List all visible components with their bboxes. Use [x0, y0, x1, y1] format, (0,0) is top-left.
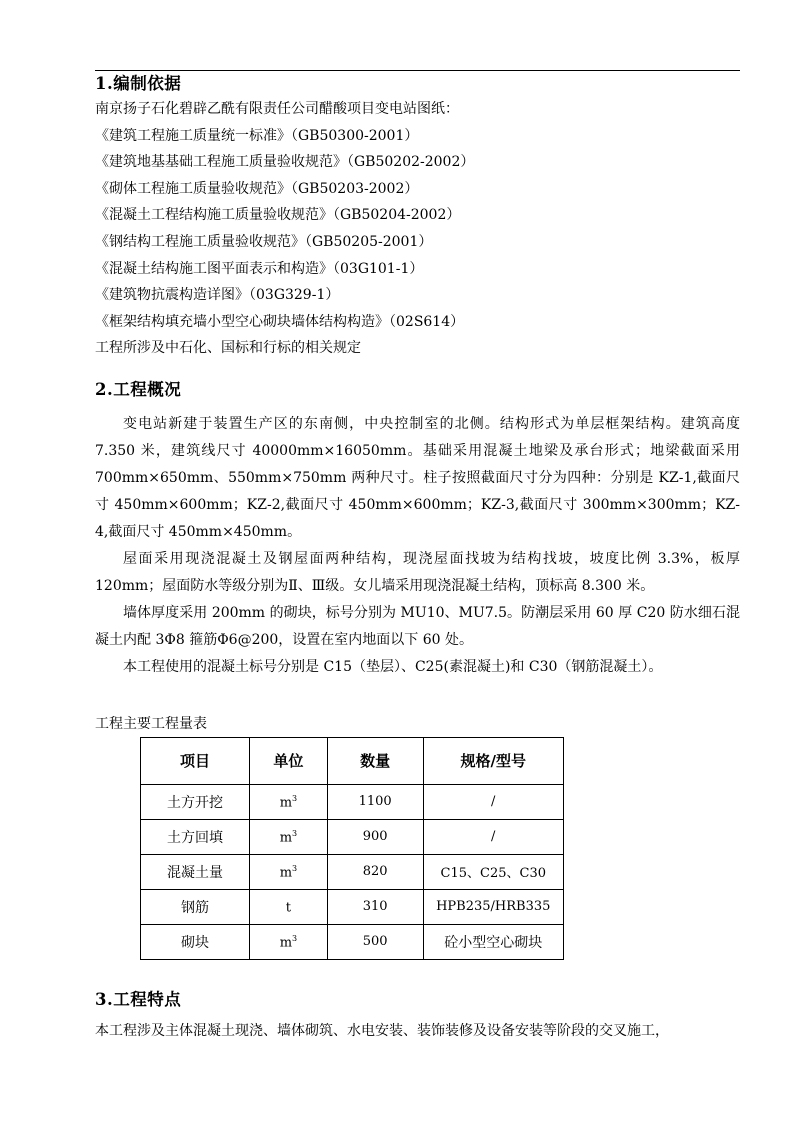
section-basis-heading: 1.编制依据 [95, 74, 182, 93]
cell-item: 砌块 [141, 924, 250, 959]
section-overview-heading: 2.工程概况 [95, 379, 182, 399]
features-text: 本工程涉及主体混凝土现浇、墙体砌筑、水电安装、装饰装修及设备安装等阶段的交叉施工， [95, 1022, 669, 1039]
basis-item: 《建筑地基基础工程施工质量验收规范》（GB50202-2002） [95, 154, 475, 171]
table-header-row [141, 737, 564, 784]
table-row [141, 924, 564, 959]
cell-unit: $m^3$ [250, 819, 328, 854]
cell-spec: HPB235/HRB335 [423, 889, 564, 924]
basis-item: 《混凝土结构施工图平面表示和构造》（03G101-1） [95, 260, 424, 277]
cell-unit: $m^3$ [250, 924, 328, 959]
cell-unit: $m^3$ [250, 854, 328, 889]
cell-spec: / [423, 784, 564, 819]
column-header-quantity: 数量 [327, 737, 423, 784]
cell-item: 混凝土量 [141, 854, 250, 889]
cell-spec: 砼小型空心砌块 [423, 924, 564, 959]
basis-item: 南京扬子石化碧辟乙酰有限责任公司醋酸项目变电站图纸： [95, 101, 459, 117]
cell-quantity: 820 [327, 854, 423, 889]
cell-spec: C15、C25、C30 [423, 854, 564, 889]
table-row [141, 889, 564, 924]
basis-item: 《框架结构填充墙小型空心砌块墙体结构构造》（02S614） [95, 313, 465, 330]
basis-item: 《砌体工程施工质量验收规范》（GB50203-2002） [95, 180, 419, 197]
table-caption: 工程主要工程量表 [95, 715, 207, 732]
table-row [141, 854, 564, 889]
basis-item: 《建筑工程施工质量统一标准》（GB50300-2001） [95, 127, 419, 144]
table-row [141, 819, 564, 854]
basis-list [95, 96, 740, 362]
header-rule [95, 70, 740, 71]
column-header-item: 项目 [141, 737, 250, 784]
section-features-heading: 3.工程特点 [95, 989, 182, 1009]
quantity-table [140, 737, 564, 960]
cell-item: 钢筋 [141, 889, 250, 924]
overview-paragraph: 屋面采用现浇混凝土及钢屋面两种结构，现浇屋面找坡为结构找坡，坡度比例 3.3%，板厚 120mm；屋面防水等级分别为Ⅱ、Ⅲ级。女儿墙采用现浇混凝土结构，顶标高 8.300 米。 [95, 550, 740, 594]
cell-item: 土方开挖 [141, 784, 250, 819]
basis-item: 《建筑物抗震构造详图》（03G329-1） [95, 287, 340, 304]
basis-item: 《钢结构工程施工质量验收规范》（GB50205-2001） [95, 233, 433, 250]
cell-quantity: 310 [327, 889, 423, 924]
cell-quantity: 900 [327, 819, 423, 854]
basis-item: 《混凝土工程结构施工质量验收规范》（GB50204-2002） [95, 207, 461, 224]
overview-paragraph: 本工程使用的混凝土标号分别是 C15（垫层）、C25(素混凝土)和 C30（钢筋混凝土）。 [123, 658, 663, 675]
cell-quantity: 1100 [327, 784, 423, 819]
table-row [141, 784, 564, 819]
column-header-unit: 单位 [250, 737, 328, 784]
basis-item: 工程所涉及中石化、国标和行标的相关规定 [95, 340, 361, 357]
cell-spec: / [423, 819, 564, 854]
cell-unit: $m^3$ [250, 784, 328, 819]
overview-paragraph: 变电站新建于装置生产区的东南侧，中央控制室的北侧。结构形式为单层框架结构。建筑高度 7.350 米，建筑线尺寸 40000mm×16050mm。基础采用混凝土地梁及承台形式；地梁截面采用 700mm×650mm、550mm×750mm 两种尺寸。柱子按照截面尺寸分为四种：分别是 KZ-1,截面尺寸 450mm×600mm；KZ-2,截面尺寸 450mm×600mm；KZ-3,截面尺寸 300mm×300mm；KZ-4,截面尺寸 450mm×450mm。 [95, 415, 740, 540]
overview-paragraph: 墙体厚度采用 200mm 的砌块，标号分别为 MU10、MU7.5。防潮层采用 60 厚 C20 防水细石混凝土内配 3Φ8 箍筋Φ6@200，设置在室内地面以下 60 处。 [95, 604, 740, 648]
cell-unit: t [250, 889, 328, 924]
column-header-spec: 规格/型号 [423, 737, 564, 784]
document-page [95, 72, 740, 1045]
cell-item: 土方回填 [141, 819, 250, 854]
cell-quantity: 500 [327, 924, 423, 959]
